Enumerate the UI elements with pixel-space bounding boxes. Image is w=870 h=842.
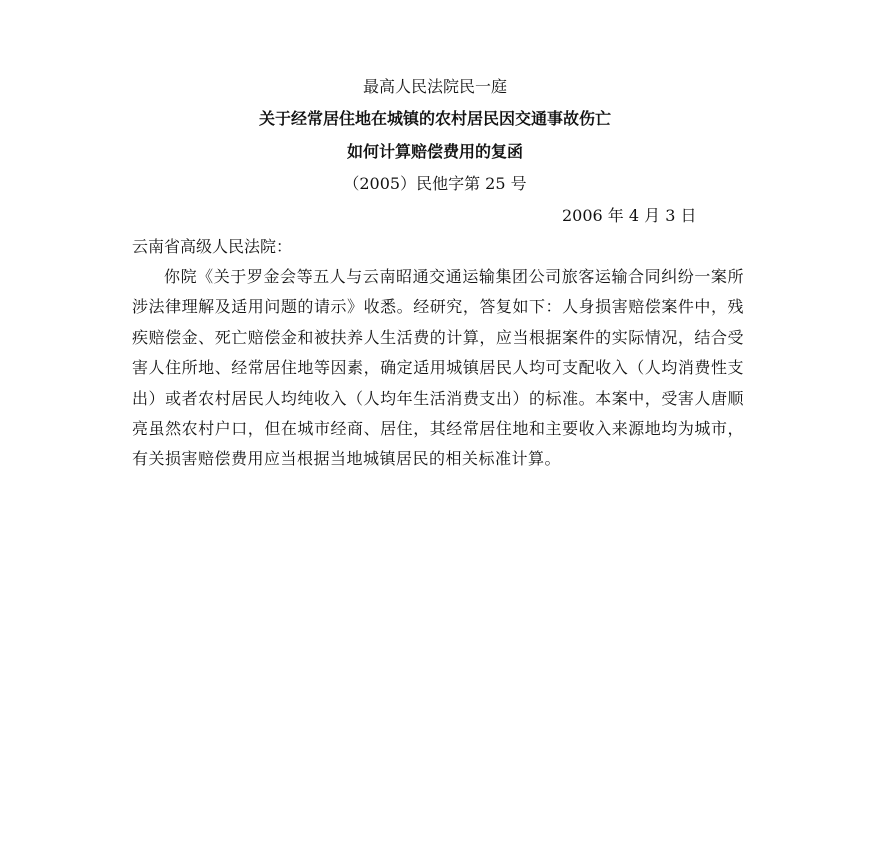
document-number: （2005）民他字第 25 号 bbox=[343, 174, 527, 193]
title-line-1: 关于经常居住地在城镇的农村居民因交通事故伤亡 bbox=[258, 109, 611, 128]
body-paragraph: 你院《关于罗金会等五人与云南昭通交通运输集团公司旅客运输合同纠纷一案所涉法律理解及适用问题的请示》收悉。经研究，答复如下：人身损害赔偿案件中，残疾赔偿金、死亡赔偿金和被扶养人生活费的计算，应当根据案件的实际情况，结合受害人住所地、经常居住地等因素，确定适用城镇居民人均可支配收入（人均消费性支出）或者农村居民人均纯收入（人均年生活消费支出）的标准。本案中，受害人唐顺亮虽然农村户口，但在城市经商、居住，其经常居住地和主要收入来源地均为城市，有关损害赔偿费用应当根据当地城镇居民的相关标准计算。 bbox=[132, 267, 744, 469]
issuer: 最高人民法院民一庭 bbox=[362, 77, 507, 96]
title-line-2: 如何计算赔偿费用的复函 bbox=[346, 142, 523, 161]
document-date: 2006 年 4 月 3 日 bbox=[562, 206, 697, 225]
recipient: 云南省高级人民法院： bbox=[132, 237, 293, 256]
